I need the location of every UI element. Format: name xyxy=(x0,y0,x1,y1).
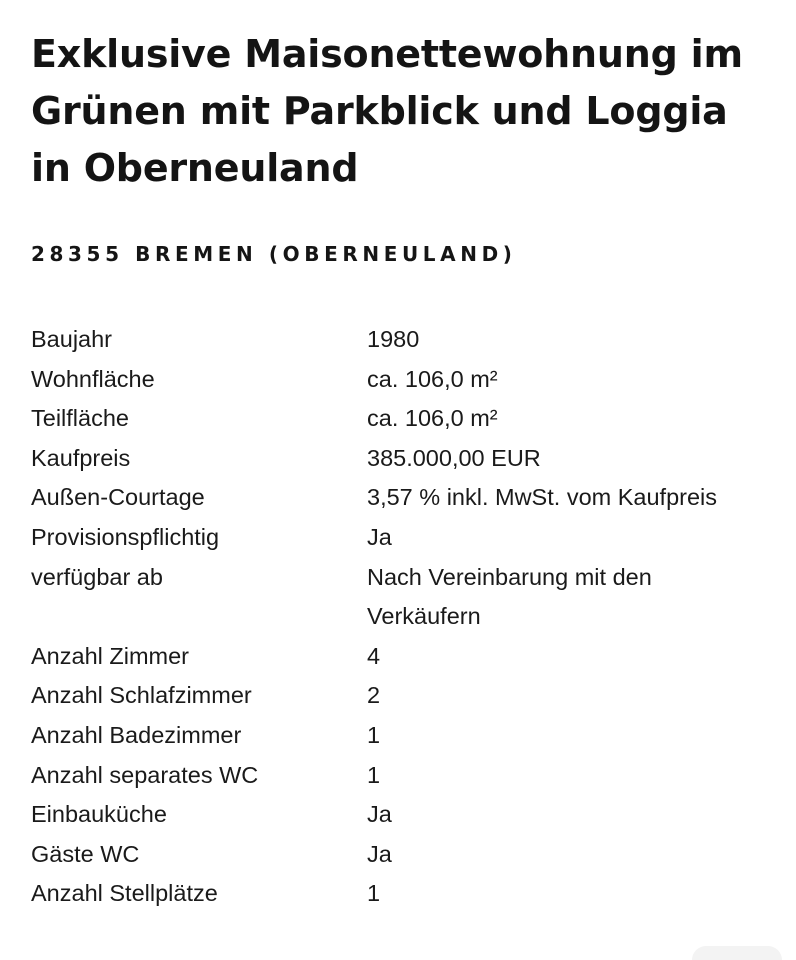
detail-label: Baujahr xyxy=(31,326,112,352)
detail-label: Gäste WC xyxy=(31,840,140,867)
detail-label: verfügbar ab xyxy=(31,563,163,590)
detail-value: Ja xyxy=(367,801,392,828)
listing-location: 28355 BREMEN (OBERNEULAND) xyxy=(31,242,517,266)
detail-label: Außen-Courtage xyxy=(31,484,205,511)
detail-value: ca. 106,0 m² xyxy=(367,405,498,432)
detail-value: Ja xyxy=(367,840,392,867)
detail-label: Kaufpreis xyxy=(31,444,131,471)
detail-value: 385.000,00 EUR xyxy=(367,444,541,471)
detail-label: Anzahl Schlafzimmer xyxy=(31,682,252,709)
detail-value: 1 xyxy=(367,761,381,788)
detail-row-anzahl-schlafzimmer xyxy=(31,676,771,716)
property-details-list xyxy=(31,320,771,914)
detail-label: Anzahl separates WC xyxy=(31,761,259,788)
detail-row-anzahl-badezimmer xyxy=(31,716,771,756)
listing-detail-page xyxy=(31,0,796,960)
detail-label: Anzahl Zimmer xyxy=(31,642,190,669)
detail-value: 1980 xyxy=(367,326,420,352)
detail-value: 2 xyxy=(367,682,381,709)
detail-row-einbaukueche xyxy=(31,795,771,835)
detail-row-anzahl-zimmer xyxy=(31,637,771,677)
detail-row-gaeste-wc xyxy=(31,835,771,875)
detail-label: Anzahl Badezimmer xyxy=(31,721,242,748)
bottom-edge-shadow xyxy=(692,946,782,960)
detail-row-teilflaeche xyxy=(31,399,771,439)
detail-row-verfuegbar-ab xyxy=(31,558,771,637)
detail-value: ca. 106,0 m² xyxy=(367,365,498,392)
detail-row-wohnflaeche xyxy=(31,360,771,400)
listing-title: Exklusive Maisonettewohnung im Grünen mit Parkblick und Loggia in Oberneuland xyxy=(31,32,743,190)
detail-value: 4 xyxy=(367,642,381,669)
detail-label: Einbauküche xyxy=(31,801,167,828)
detail-row-baujahr xyxy=(31,320,771,360)
detail-label: Teilfläche xyxy=(31,405,129,432)
detail-row-anzahl-separates-wc xyxy=(31,756,771,796)
detail-label: Anzahl Stellplätze xyxy=(31,880,218,907)
detail-value: Nach Vereinbarung mit den Verkäufern xyxy=(367,563,652,630)
detail-row-aussen-courtage xyxy=(31,478,771,518)
detail-label: Provisionspflichtig xyxy=(31,523,220,550)
detail-value: 1 xyxy=(367,721,381,748)
detail-label: Wohnfläche xyxy=(31,365,155,392)
detail-value: Ja xyxy=(367,523,392,550)
detail-row-provisionspflichtig xyxy=(31,518,771,558)
detail-row-kaufpreis xyxy=(31,439,771,479)
detail-value: 3,57 % inkl. MwSt. vom Kaufpreis xyxy=(367,484,718,511)
detail-value: 1 xyxy=(367,880,381,907)
detail-row-anzahl-stellplaetze xyxy=(31,874,771,914)
